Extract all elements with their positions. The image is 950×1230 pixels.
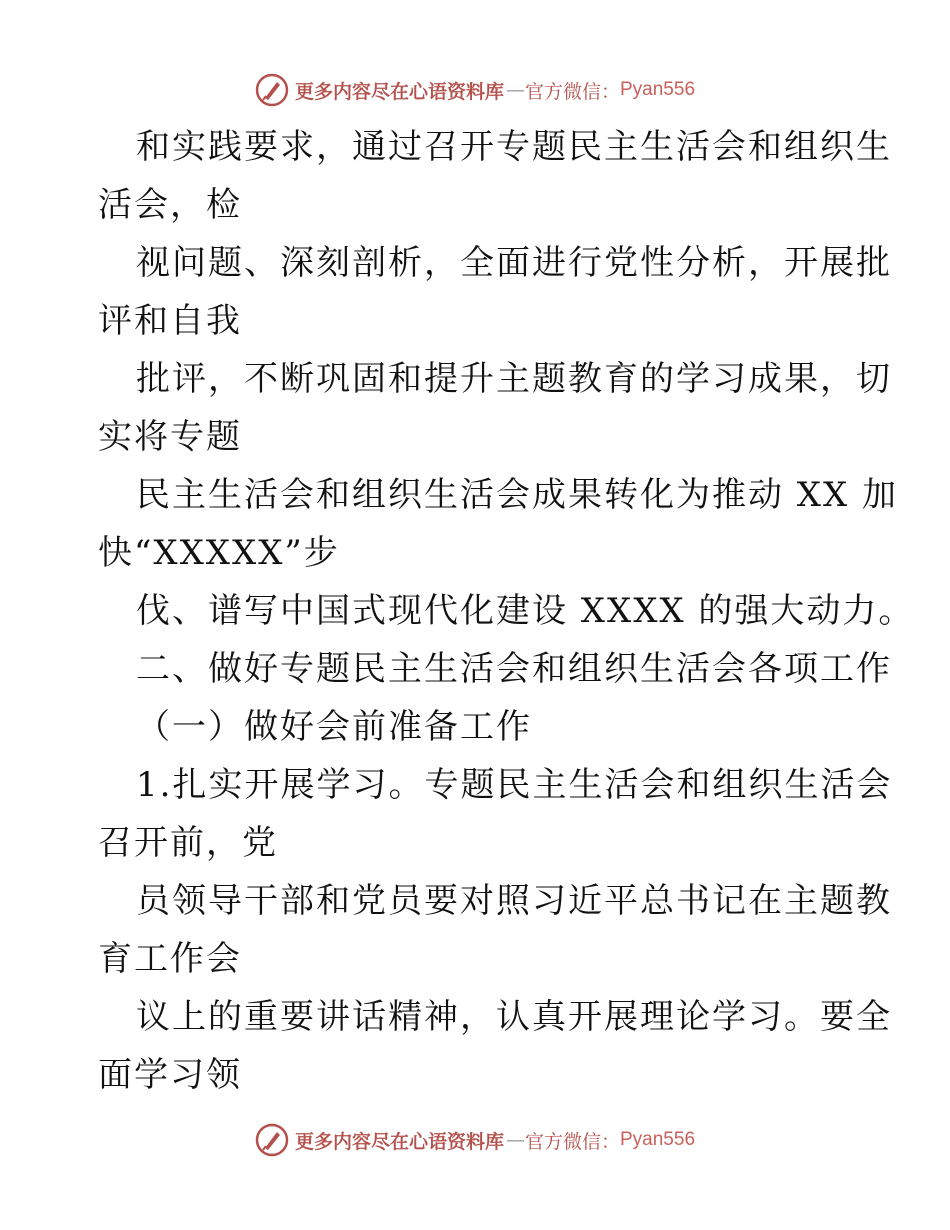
text-line: 召开前，党 xyxy=(98,823,278,863)
text-line: 民主生活会和组织生活会成果转化为推动 XX 加 xyxy=(136,475,899,515)
text-line: 1.扎实开展学习。专题民主生活会和组织生活会 xyxy=(136,765,893,805)
text-line: 二、做好专题民主生活会和组织生活会各项工作 xyxy=(136,649,892,689)
text-line: 员领导干部和党员要对照习近平总书记在主题教 xyxy=(136,881,892,921)
watermark-brand-text: 更多内容尽在心语资料库 xyxy=(294,1130,504,1153)
quill-pen-icon xyxy=(255,1123,289,1157)
watermark-brand-text: 更多内容尽在心语资料库 xyxy=(294,80,504,103)
text-line: 面学习领 xyxy=(98,1055,242,1095)
text-line: 育工作会 xyxy=(98,939,242,979)
watermark-header xyxy=(0,70,950,110)
text-line: 视问题、深刻剖析，全面进行党性分析，开展批 xyxy=(136,243,892,283)
watermark-separator: — xyxy=(505,79,523,101)
text-line: 评和自我 xyxy=(98,301,242,341)
watermark-handle: Pyan556 xyxy=(620,1129,696,1150)
document-body xyxy=(98,118,915,1104)
text-line: 快“XXXXX”步 xyxy=(98,533,340,573)
watermark-handle: Pyan556 xyxy=(620,79,696,100)
text-line: 批评，不断巩固和提升主题教育的学习成果，切 xyxy=(136,359,892,399)
text-line: 活会，检 xyxy=(98,185,242,225)
text-line: 伐、谱写中国式现代化建设 XXXX 的强大动力。 xyxy=(136,591,915,631)
watermark-separator: — xyxy=(505,1129,523,1151)
quill-pen-icon xyxy=(255,73,289,107)
text-line: 实将专题 xyxy=(98,417,242,457)
text-line: （一）做好会前准备工作 xyxy=(136,707,532,747)
watermark-footer xyxy=(0,1120,950,1160)
text-line: 和实践要求，通过召开专题民主生活会和组织生 xyxy=(136,127,892,167)
text-line: 议上的重要讲话精神，认真开展理论学习。要全 xyxy=(136,997,892,1037)
watermark-official-text: 官方微信： xyxy=(524,80,620,103)
watermark-official-text: 官方微信： xyxy=(524,1130,620,1153)
